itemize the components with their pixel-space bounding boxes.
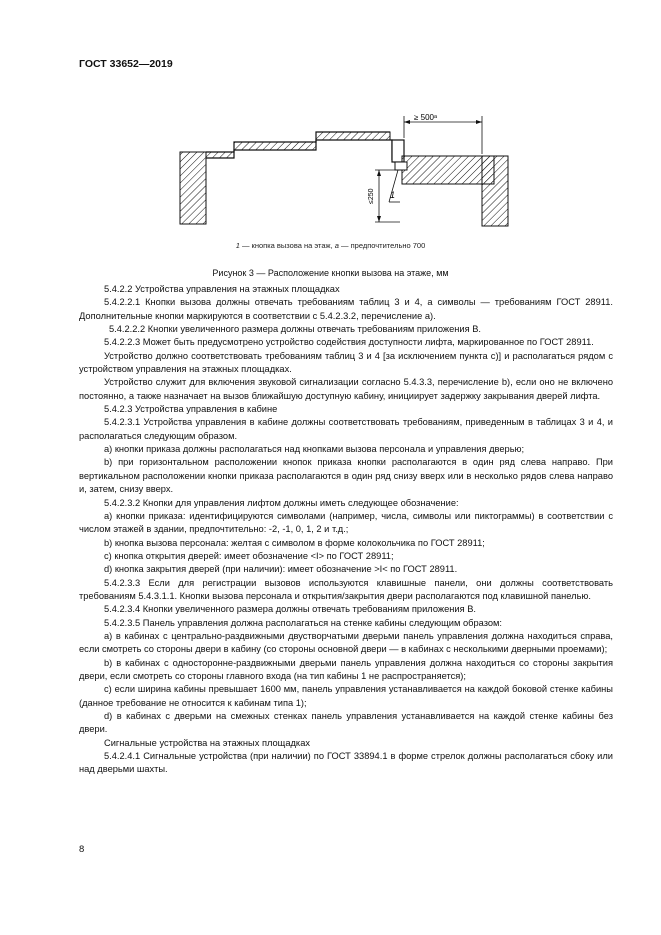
document-header: ГОСТ 33652—2019	[79, 58, 173, 70]
paragraph: а) в кабинах с центрально-раздвижными двустворчатыми дверьми панель управления должна находиться справа, если смотреть со стороны двери в кабину (со стороны основной двери — в кабинах с несколькими дверными проемами);	[79, 630, 613, 655]
paragraph: с) если ширина кабины превышает 1600 мм, панель управления устанавливается на каждой боковой стенке кабины (данное требование не относится к кабинам типа 1);	[79, 684, 613, 708]
paragraph: d) кнопка закрытия дверей (при наличии): имеет обозначение >I< по ГОСТ 28911.	[104, 564, 458, 575]
figure-caption: Рисунок 3 — Расположение кнопки вызова на этаже, мм	[212, 268, 449, 278]
paragraph: 5.4.2.3 Устройства управления в кабине	[104, 404, 278, 415]
paragraph: а) кнопки приказа должны располагаться над кнопками вызова персонала и управления дверью;	[104, 444, 525, 455]
body-text	[79, 283, 613, 777]
figure-note-part: — предпочтительно 700	[338, 241, 426, 250]
paragraph: Устройство служит для включения звуковой сигнализации согласно 5.4.3.3, перечисление b), если оно не включено постоянно, а также назначает на вызов ближайшую доступную кабину, инициирует задержку закрывания дверей лифта.	[79, 377, 613, 401]
figure-note	[0, 241, 661, 250]
callout-label: 1	[390, 190, 396, 200]
dimension-top-label: ≥ 500ᵃ	[414, 113, 437, 122]
paragraph: 5.4.2.3.2 Кнопки для управления лифтом должны иметь следующее обозначение:	[104, 497, 459, 508]
paragraph: 5.4.2.2 Устройства управления на этажных площадках	[104, 284, 340, 294]
figure-note-part: — кнопка вызова на этаж,	[239, 241, 335, 250]
figure-note-part: a	[334, 241, 339, 250]
paragraph: b) в кабинах с односторонне-раздвижными дверьми панель управления должна находиться со стороны закрытия двери, если смотреть со стороны главного входа (на тип кабины 1 не распространяется);	[79, 657, 613, 681]
paragraph: 5.4.2.3.5 Панель управления должна располагаться на стенке кабины следующим образом:	[104, 617, 502, 628]
paragraph: b) кнопка вызова персонала: желтая с символом в форме колокольчика по ГОСТ 28911;	[104, 537, 485, 548]
paragraph: 5.4.2.4.1 Сигнальные устройства (при наличии) по ГОСТ 33894.1 в форме стрелок должны располагаться сбоку или над дверьми шахты.	[79, 751, 613, 775]
paragraph: 5.4.2.3.1 Устройства управления в кабине должны соответствовать требованиям, приведенным в таблицах 3 и 4, и располагаться следующим образом.	[79, 417, 613, 441]
paragraph: b) при горизонтальном расположении кнопок приказа кнопки располагаются в один ряд слева направо. При вертикальном расположении кнопки приказа располагаются в один ряд снизу вверх или в несколько рядов слева направо и, затем, снизу вверх.	[79, 457, 613, 495]
paragraph: Сигнальные устройства на этажных площадках	[104, 737, 311, 748]
paragraph: 5.4.2.2.2 Кнопки увеличенного размера должны отвечать требованиям приложения В.	[109, 324, 481, 335]
paragraph: а) кнопки приказа: идентифицируются символами (например, числа, символы или пиктограммы) в соответствии с числом этажей в здании, предпочтительно: -2, -1, 0, 1, 2 и т.д.;	[79, 510, 613, 535]
paragraph: d) в кабинах с дверьми на смежных стенках панель управления устанавливается на каждой стенке кабины без двери.	[79, 711, 613, 735]
dimension-side-label: ≤250	[368, 188, 375, 204]
page-number: 8	[79, 844, 85, 855]
paragraph: с) кнопка открытия дверей: имеет обозначение <I> по ГОСТ 28911;	[104, 550, 394, 561]
paragraph: 5.4.2.2.3 Может быть предусмотрено устройство содействия доступности лифта, маркированное по ГОСТ 28911.	[104, 337, 594, 348]
figure-note-part: 1	[235, 241, 240, 250]
figure-call-button-location	[170, 108, 510, 233]
paragraph: Устройство должно соответствовать требованиям таблиц 3 и 4 [за исключением пункта с)] и располагаться рядом с устройством управления на этажных площадках.	[79, 350, 613, 375]
paragraph: 5.4.2.3.3 Если для регистрации вызовов используются клавишные панели, они должны соответствовать требованиям 5.4.3.1.1. Кнопки вызова персонала и открытия/закрытия двери располагаются под клавишной панелью.	[79, 577, 613, 601]
paragraph: 5.4.2.3.4 Кнопки увеличенного размера должны отвечать требованиям приложения В.	[104, 604, 476, 615]
paragraph: 5.4.2.2.1 Кнопки вызова должны отвечать требованиям таблиц 3 и 4, а символы — требованиям ГОСТ 28911. Дополнительные кнопки маркируются в соответствии с 5.4.2.3.2, перечисление а).	[79, 297, 613, 321]
